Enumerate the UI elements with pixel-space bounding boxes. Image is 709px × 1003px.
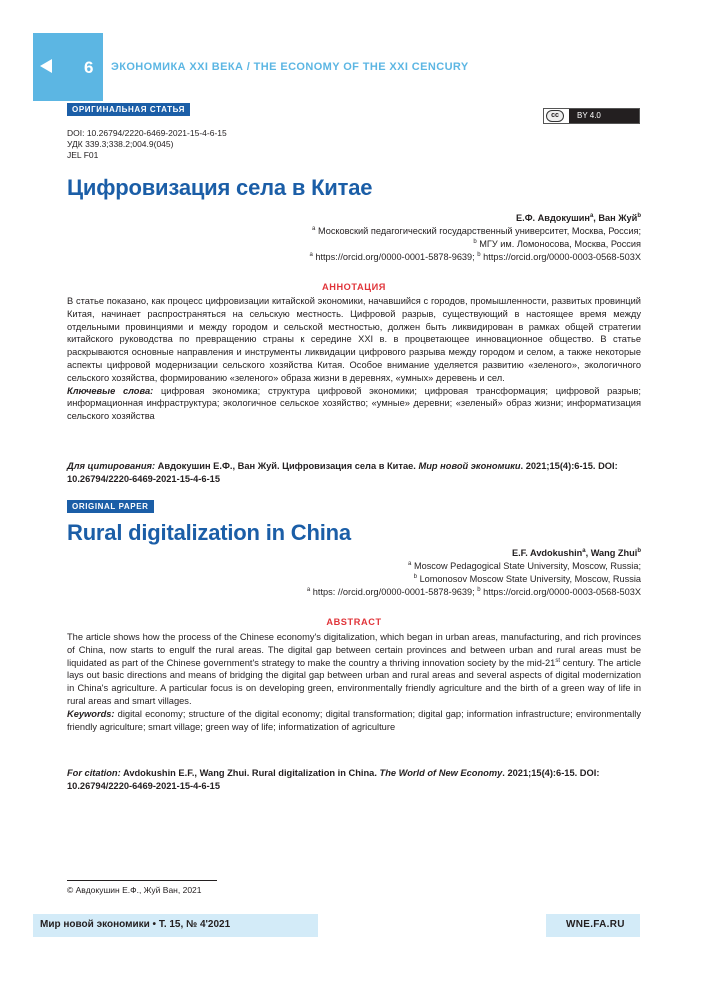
author-names-en: E.F. Avdokushin$^a$, Wang Zhui$^b$: [511, 547, 641, 558]
keywords-en: Keywords: digital economy; structure of the digital economy; digital transformation; digital gap; information infrastructure; environmentally friendly agriculture; smart village; green way of life; informatization of agriculture: [67, 708, 641, 732]
abstract-ru: [67, 295, 641, 423]
article-type-badge-ru: ОРИГИНАЛЬНАЯ СТАТЬЯ: [67, 103, 190, 116]
orcid-links-ru[interactable]: $^a$ https://orcid.org/0000-0001-5878-9639; $^b$ https://orcid.org/0000-0003-0568-503X: [309, 251, 641, 262]
article-metadata: [67, 128, 227, 161]
abstract-heading-en: ABSTRACT: [326, 617, 382, 627]
abstract-text-ru: В статье показано, как процесс цифровизации китайской экономики, начавшийся с городов, промышленности, развитых провинций Китая, начинает распространяться на сельскую местность. Цифровой разрыв, существующий в настоящее время между отдельными провинциями и между городом и сельской местностью, должен быть ликвидирован в рамках общей стратегии китайского руководства по превращению страны к середине XXI в. в процветающее инновационное общество. В статье раскрываются основные направления и инструменты ликвидации цифрового разрыва между городом и селом, а также некоторые аспекты цифровой модернизации сельского хозяйства Китая. Особое внимание уделяется развитию «зеленого», экологичного сельского хозяйства, формированию «зеленого» образа жизни в деревнях, «умных» деревень и сел.: [67, 296, 641, 383]
authors-block-ru: [309, 212, 641, 264]
footer-journal-issue: Мир новой экономики • Т. 15, № 4'2021: [40, 919, 231, 930]
footer-gap: [318, 914, 546, 937]
affiliation-a-ru: $^a$ Московский педагогический государственный университет, Москва, Россия;: [312, 225, 641, 236]
abstract-text-en: The article shows how the process of the Chinese economy's digitalization, which began in urban areas, manufacturing, and rich provinces of China, now starts to engulf the rural areas. The digital gap between certain provinces and between urban and rural areas must be liquidated as part of the Chinese government's strategy to make the country a thriving innovation society by the mid-21st century. The article lays out basic directions and means of bridging the digital gap between urban and rural areas and several aspects of digital modernization in China's agriculture. A particular focus is on developing green, environmentally friendly agriculture and the birth of a green way of life in rural areas and smart villages.: [67, 632, 641, 706]
author-names-ru: Е.Ф. Авдокушин$^a$, Ван Жуй$^b$: [516, 212, 641, 223]
citation-ru: Для цитирования: Авдокушин Е.Ф., Ван Жуй. Цифровизация села в Китае. Мир новой экономики. 2021;15(4):6-15. DOI: 10.26794/2220-6469-2021-15-4-6-15: [67, 461, 618, 484]
journal-title: ЭКОНОМИКА XXI ВЕКА / THE ECONOMY OF THE XXI CENCURY: [111, 61, 469, 73]
article-title-en: Rural digitalization in China: [67, 520, 351, 545]
affiliation-a-en: $^a$ Moscow Pedagogical State University, Moscow, Russia;: [408, 560, 641, 571]
udk: УДК 339.3;338.2;004.9(045): [67, 139, 174, 149]
affiliation-b-en: $^b$ Lomonosov Moscow State University, Moscow, Russia: [413, 573, 641, 584]
orcid-links-en[interactable]: $^a$ https: //orcid.org/0000-0001-5878-9639; $^b$ https://orcid.org/0000-0003-0568-503X: [306, 586, 641, 597]
article-type-badge-en: ORIGINAL PAPER: [67, 500, 154, 513]
doi[interactable]: DOI: 10.26794/2220-6469-2021-15-4-6-15: [67, 128, 227, 138]
article-title-ru: Цифровизация села в Китае: [67, 175, 373, 200]
back-arrow-icon[interactable]: [40, 59, 52, 73]
copyright-footnote: © Авдокушин Е.Ф., Жуй Ван, 2021: [67, 885, 202, 895]
jel-code: JEL F01: [67, 150, 99, 160]
affiliation-b-ru: $^b$ МГУ им. Ломоносова, Москва, Россия: [473, 238, 641, 249]
abstract-en: [67, 631, 641, 733]
footnote-divider: [67, 880, 217, 881]
creative-commons-icon: cc: [546, 110, 564, 122]
footer-website-link[interactable]: WNE.FA.RU: [566, 919, 625, 930]
authors-block-en: [307, 547, 641, 599]
keywords-ru: Ключевые слова: цифровая экономика; структура цифровой экономики; цифровая трансформация; цифровой разрыв; информационная инфраструктура; экологичное сельское хозяйство; «умные» деревни; «зеленый» образ жизни; информатизация сельского хозяйства: [67, 385, 641, 422]
license-label: BY 4.0: [569, 109, 639, 123]
page-number: 6: [84, 58, 94, 77]
citation-en: For citation: Avdokushin E.F., Wang Zhui. Rural digitalization in China. The World of New Economy. 2021;15(4):6-15. DOI: 10.26794/2220-6469-2021-15-4-6-15: [67, 768, 600, 791]
abstract-heading-ru: АННОТАЦИЯ: [321, 282, 387, 292]
license-badge[interactable]: [543, 108, 640, 124]
